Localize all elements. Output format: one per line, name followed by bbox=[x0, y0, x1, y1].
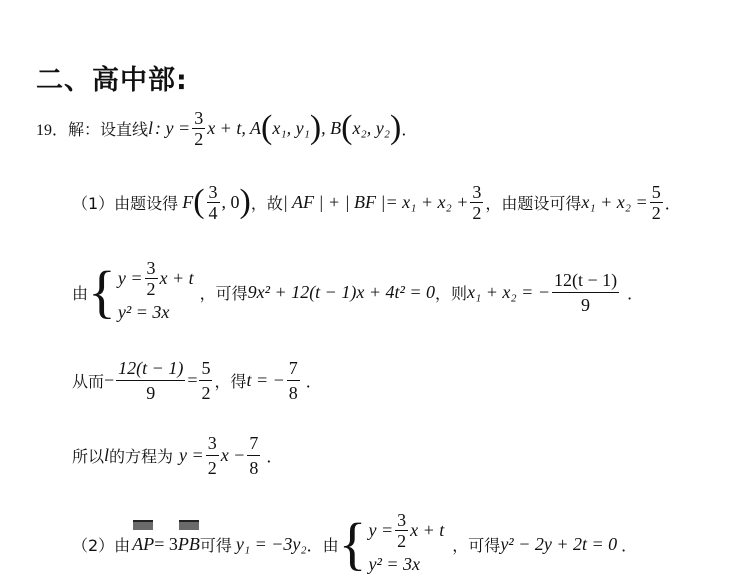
so-prefix: 所以 bbox=[72, 446, 105, 466]
system2-equations bbox=[369, 510, 445, 578]
system1-equations bbox=[118, 258, 194, 326]
paren-open: ( bbox=[261, 109, 273, 146]
system2-eq1 bbox=[369, 510, 445, 550]
eq1-right: x + t bbox=[159, 267, 194, 288]
focus-y: , 0 bbox=[221, 191, 240, 212]
point-b-label: , B bbox=[321, 117, 342, 138]
vector-pb-label: PB bbox=[177, 533, 200, 554]
line-coef-num: 3 bbox=[194, 107, 204, 128]
t-expr: t = − bbox=[246, 369, 285, 390]
period: ． bbox=[305, 371, 322, 391]
focus-name: F bbox=[182, 191, 194, 212]
period: ． bbox=[621, 535, 638, 555]
thus-fraction-2 bbox=[199, 356, 212, 405]
line-coef-den: 2 bbox=[194, 128, 204, 149]
y-relation: y₁ = −3y₂ bbox=[235, 533, 307, 554]
t-fraction bbox=[287, 356, 300, 405]
eq-three: = 3 bbox=[154, 533, 178, 554]
line-name: l bbox=[148, 117, 154, 138]
line-eq-rest: x + t, A bbox=[207, 117, 261, 138]
problem-number: 19． bbox=[36, 121, 69, 139]
can-get-text: ，可得 bbox=[452, 535, 501, 555]
af-frac-den: 2 bbox=[472, 202, 482, 223]
sum-fraction bbox=[650, 182, 663, 223]
final-const-fraction bbox=[247, 431, 260, 480]
system2-eq2: y² = 3x bbox=[368, 553, 421, 574]
minus-sign: − bbox=[104, 369, 115, 390]
result-eq: y² − 2y + 2t = 0 bbox=[500, 533, 618, 554]
problem-statement bbox=[36, 104, 417, 152]
af-frac-num: 3 bbox=[472, 181, 482, 202]
part2-line bbox=[72, 506, 637, 582]
part2-label: （2）由 bbox=[72, 535, 131, 555]
final-coef-den: 2 bbox=[207, 457, 217, 478]
thus-frac2-num: 5 bbox=[199, 356, 212, 381]
paren-close: ) bbox=[239, 183, 251, 220]
vieta-frac-num: 12(t − 1) bbox=[552, 268, 619, 293]
can-get-text: 可得 bbox=[199, 535, 232, 555]
eq1-left: y = bbox=[117, 267, 143, 288]
eq1-left: y = bbox=[368, 519, 394, 540]
period: ． bbox=[401, 119, 418, 139]
focus-x-num: 3 bbox=[208, 181, 218, 202]
t-frac-den: 8 bbox=[288, 382, 298, 403]
thus-fraction-1 bbox=[116, 356, 185, 405]
final-coef-fraction bbox=[206, 431, 219, 480]
line-equation-line bbox=[72, 430, 282, 480]
system1-eq2: y² = 3x bbox=[117, 301, 170, 322]
vector-pb bbox=[178, 534, 200, 555]
period: ． bbox=[627, 283, 644, 303]
vector-ap bbox=[132, 534, 154, 555]
left-brace: { bbox=[88, 259, 116, 324]
paren-close: ) bbox=[389, 109, 402, 146]
sum-expr: x₁ + x₂ = bbox=[581, 191, 648, 212]
left-brace: { bbox=[338, 511, 367, 576]
period: ． bbox=[664, 193, 681, 213]
equals-sign: = bbox=[187, 369, 198, 390]
thus-frac2-den: 2 bbox=[201, 382, 211, 403]
cond-text: ，由题设可得 bbox=[485, 193, 582, 213]
point-b-coords: x₂, y₂ bbox=[352, 117, 390, 138]
so-text: ，故 bbox=[250, 193, 283, 213]
system1-eq1 bbox=[118, 258, 194, 298]
can-get-text: ，可得 bbox=[199, 283, 248, 303]
eq1-fraction bbox=[145, 258, 158, 299]
focus-x-fraction bbox=[207, 182, 220, 223]
final-coef-num: 3 bbox=[206, 431, 219, 456]
paren-close: ) bbox=[309, 109, 322, 146]
paren-open: ( bbox=[193, 183, 205, 220]
eq1-frac-den: 2 bbox=[146, 278, 156, 299]
equation-suffix: 的方程为 bbox=[109, 446, 174, 466]
sum-frac-den: 2 bbox=[651, 202, 661, 223]
focus-x-den: 4 bbox=[208, 202, 218, 223]
thus-frac1-num: 12(t − 1) bbox=[116, 356, 185, 381]
vieta-frac-den: 9 bbox=[581, 294, 591, 315]
line-eq-left: : y = bbox=[155, 117, 191, 138]
thus-line bbox=[72, 354, 322, 406]
thus-frac1-den: 9 bbox=[146, 382, 156, 403]
then-text: ，则 bbox=[435, 283, 468, 303]
section-heading: 二、高中部: bbox=[36, 65, 188, 96]
final-const-den: 8 bbox=[249, 457, 259, 478]
af-fraction bbox=[470, 182, 483, 223]
point-a-coords: x₁, y₁ bbox=[272, 117, 310, 138]
vector-ap-label: AP bbox=[132, 533, 155, 554]
quadratic-eq: 9x² + 12(t − 1)x + 4t² = 0 bbox=[247, 281, 436, 302]
sum-frac-num: 5 bbox=[651, 181, 661, 202]
t-frac-num: 7 bbox=[287, 356, 300, 381]
part1-line bbox=[72, 178, 681, 226]
line-coef-fraction bbox=[192, 108, 205, 149]
final-const-num: 7 bbox=[247, 431, 260, 456]
period: ． bbox=[266, 446, 283, 466]
eq1-fraction bbox=[395, 510, 408, 551]
vector-bar-icon bbox=[133, 520, 153, 530]
vector-bar-icon bbox=[179, 520, 199, 530]
final-mid: x − bbox=[220, 444, 246, 465]
from-text: ．由 bbox=[306, 535, 339, 555]
af-bf-expr: | AF | + | BF |= x₁ + x₂ + bbox=[282, 191, 469, 212]
line-name: l bbox=[104, 444, 110, 465]
from-text: 由 bbox=[72, 283, 89, 303]
get-text: ，得 bbox=[214, 371, 247, 391]
final-y: y = bbox=[179, 444, 204, 465]
part1-label: （1）由题设得 bbox=[72, 193, 179, 213]
solve-label: 解：设直线 bbox=[68, 119, 149, 139]
vieta-sum: x₁ + x₂ = − bbox=[467, 281, 550, 302]
eq1-frac-num: 3 bbox=[397, 509, 407, 530]
paren-open: ( bbox=[341, 109, 353, 146]
eq1-right: x + t bbox=[410, 519, 445, 540]
thus-text: 从而 bbox=[72, 371, 105, 391]
eq1-frac-den: 2 bbox=[397, 530, 407, 551]
vieta-fraction bbox=[552, 268, 619, 317]
eq1-frac-num: 3 bbox=[146, 257, 156, 278]
system1-line bbox=[72, 254, 643, 330]
